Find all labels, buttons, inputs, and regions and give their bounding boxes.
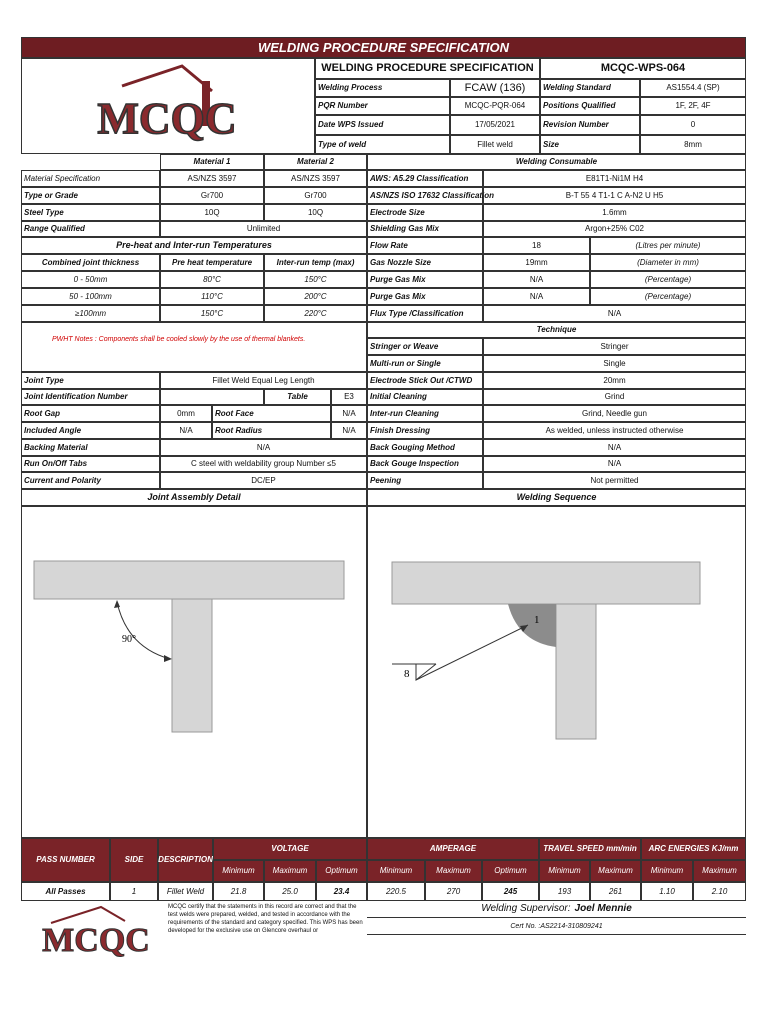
pass-row-tmax: 261 xyxy=(590,882,641,901)
flux-value: N/A xyxy=(483,305,746,322)
preheat-row1-pre: 80°C xyxy=(160,271,264,288)
revision: 0 xyxy=(640,115,746,135)
type-label: Type of weld xyxy=(315,135,450,154)
footer-logo xyxy=(21,901,166,959)
pass-number-header: PASS NUMBER xyxy=(21,838,110,882)
pass-row-emax: 2.10 xyxy=(693,882,746,901)
pass-label: 1 xyxy=(534,614,540,626)
nozzle-unit: (Diameter in mm) xyxy=(590,254,746,271)
sequence-diagram xyxy=(367,506,746,838)
joint-id-label: Joint Identification Number xyxy=(21,389,160,405)
angle-arc xyxy=(117,602,170,659)
preheat-row2-inter: 200°C xyxy=(264,288,367,305)
joint-type: Fillet Weld Equal Leg Length xyxy=(160,372,367,389)
weld-size-label: 8 xyxy=(404,668,410,680)
included-angle: N/A xyxy=(160,422,212,439)
material2-header: Material 2 xyxy=(264,154,367,170)
pass-row-vmax: 25.0 xyxy=(264,882,316,901)
side-header: SIDE xyxy=(110,838,158,882)
back-gouge-inspection-label: Back Gouge Inspection xyxy=(367,456,483,472)
multirun-value: Single xyxy=(483,355,746,372)
purge1-value: N/A xyxy=(483,271,590,288)
page-banner: WELDING PROCEDURE SPECIFICATION xyxy=(21,37,746,58)
flow-value: 18 xyxy=(483,237,590,254)
back-gouging-value: N/A xyxy=(483,439,746,456)
purge1-label: Purge Gas Mix xyxy=(367,271,483,288)
preheat-row2-pre: 110°C xyxy=(160,288,264,305)
revision-label: Revision Number xyxy=(540,115,640,135)
material-spec-label: Material Specification xyxy=(21,170,160,187)
root-gap-label: Root Gap xyxy=(21,405,160,422)
preheat-row3-pre: 150°C xyxy=(160,305,264,322)
grade-1: Gr700 xyxy=(160,187,264,204)
preheat-row3-inter: 220°C xyxy=(264,305,367,322)
preheat-h1: Combined joint thickness xyxy=(21,254,160,271)
gas-value: Argon+25% C02 xyxy=(483,221,746,237)
voltage-max-header: Maximum xyxy=(264,860,316,882)
supervisor-name: Joel Mennie xyxy=(574,903,632,914)
pass-row-emin: 1.10 xyxy=(641,882,693,901)
root-radius-label: Root Radius xyxy=(212,422,331,439)
date-issued: 17/05/2021 xyxy=(450,115,540,135)
supervisor-label: Welding Supervisor: xyxy=(481,903,571,914)
seq-top-plate xyxy=(392,562,700,604)
pqr-number: MCQC-PQR-064 xyxy=(450,97,540,115)
top-plate xyxy=(34,561,344,599)
welding-standard: AS1554.4 (SP) xyxy=(640,79,746,97)
preheat-row3-thickness: ≥100mm xyxy=(21,305,160,322)
material-spec-1: AS/NZS 3597 xyxy=(160,170,264,187)
range-value: Unlimited xyxy=(160,221,367,237)
iso-label: AS/NZS ISO 17632 Classification xyxy=(367,187,483,204)
pass-row-aopt: 245 xyxy=(482,882,539,901)
amp-max-header: Maximum xyxy=(425,860,482,882)
pass-row-side: 1 xyxy=(110,882,158,901)
preheat-h3: Inter-run temp (max) xyxy=(264,254,367,271)
pqr-label: PQR Number xyxy=(315,97,450,115)
root-face-label: Root Face xyxy=(212,405,331,422)
grade-2: Gr700 xyxy=(264,187,367,204)
current-value: DC/EP xyxy=(160,472,367,489)
assembly-diagram xyxy=(21,506,367,838)
angle-label: 90° xyxy=(122,634,136,645)
svg-text:MCQC: MCQC xyxy=(97,94,237,143)
backing-value: N/A xyxy=(160,439,367,456)
initial-cleaning-label: Initial Cleaning xyxy=(367,389,483,405)
amp-min-header: Minimum xyxy=(367,860,425,882)
travel-min-header: Minimum xyxy=(539,860,590,882)
gas-label: Shielding Gas Mix xyxy=(367,221,483,237)
joint-id-blank xyxy=(160,389,264,405)
weld-type: Fillet weld xyxy=(450,135,540,154)
logo-cell xyxy=(21,58,315,154)
aws-label: AWS: A5.29 Classification xyxy=(367,170,483,187)
doc-id: MCQC-WPS-064 xyxy=(540,58,746,79)
pass-row-tmin: 193 xyxy=(539,882,590,901)
preheat-title: Pre-heat and Inter-run Temperatures xyxy=(21,237,367,254)
pwht-note: PWHT Notes : Components shall be cooled slowly by the use of thermal blankets. xyxy=(52,336,306,343)
pass-row-vopt: 23.4 xyxy=(316,882,367,901)
table-label: Table xyxy=(264,389,331,405)
supervisor-line xyxy=(367,901,746,918)
web-plate xyxy=(172,599,212,732)
aws-value: E81T1-Ni1M H4 xyxy=(483,170,746,187)
run-tabs-value: C steel with weldability group Number ≤5 xyxy=(160,456,367,472)
positions: 1F, 2F, 4F xyxy=(640,97,746,115)
purge2-label: Purge Gas Mix xyxy=(367,288,483,305)
root-gap: 0mm xyxy=(160,405,212,422)
mcqc-logo xyxy=(92,61,242,151)
grade-label: Type or Grade xyxy=(21,187,160,204)
steel-type-2: 10Q xyxy=(264,204,367,221)
header-title: WELDING PROCEDURE SPECIFICATION xyxy=(315,58,540,79)
flow-label: Flow Rate xyxy=(367,237,483,254)
finish-dressing-value: As welded, unless instructed otherwise xyxy=(483,422,746,439)
iso-value: B-T 55 4 T1-1 C A-N2 U H5 xyxy=(483,187,746,204)
root-face: N/A xyxy=(331,405,367,422)
included-angle-label: Included Angle xyxy=(21,422,160,439)
positions-label: Positions Qualified xyxy=(540,97,640,115)
electrode-value: 1.6mm xyxy=(483,204,746,221)
pass-row-vmin: 21.8 xyxy=(213,882,264,901)
pass-row-desc: Fillet Weld xyxy=(158,882,213,901)
amp-opt-header: Optimum xyxy=(482,860,539,882)
flux-label: Flux Type /Classification xyxy=(367,305,483,322)
stickout-value: 20mm xyxy=(483,372,746,389)
backing-label: Backing Material xyxy=(21,439,160,456)
nozzle-label: Gas Nozzle Size xyxy=(367,254,483,271)
pass-row-pass: All Passes xyxy=(21,882,110,901)
pass-row-amax: 270 xyxy=(425,882,482,901)
material-spec-2: AS/NZS 3597 xyxy=(264,170,367,187)
date-label: Date WPS Issued xyxy=(315,115,450,135)
stickout-label: Electrode Stick Out /CTWD xyxy=(367,372,483,389)
preheat-row1-thickness: 0 - 50mm xyxy=(21,271,160,288)
table-value: E3 xyxy=(331,389,367,405)
root-radius: N/A xyxy=(331,422,367,439)
welding-standard-label: Welding Standard xyxy=(540,79,640,97)
assembly-title: Joint Assembly Detail xyxy=(21,489,367,506)
arc-max-header: Maximum xyxy=(693,860,746,882)
preheat-row2-thickness: 50 - 100mm xyxy=(21,288,160,305)
run-tabs-label: Run On/Off Tabs xyxy=(21,456,160,472)
travel-max-header: Maximum xyxy=(590,860,641,882)
description-header: DESCRIPTION xyxy=(158,838,213,882)
svg-text:MCQC: MCQC xyxy=(42,922,150,959)
preheat-h2: Pre heat temperature xyxy=(160,254,264,271)
peening-label: Peening xyxy=(367,472,483,489)
purge1-unit: (Percentage) xyxy=(590,271,746,288)
pwht-cell xyxy=(21,322,367,372)
back-gouging-label: Back Gouging Method xyxy=(367,439,483,456)
seq-web-plate xyxy=(556,604,596,739)
current-label: Current and Polarity xyxy=(21,472,160,489)
finish-dressing-label: Finish Dressing xyxy=(367,422,483,439)
electrode-label: Electrode Size xyxy=(367,204,483,221)
consumable-title: Welding Consumable xyxy=(367,154,746,170)
multirun-label: Multi-run or Single xyxy=(367,355,483,372)
flow-unit: (Litres per minute) xyxy=(590,237,746,254)
pass-row-amin: 220.5 xyxy=(367,882,425,901)
nozzle-value: 19mm xyxy=(483,254,590,271)
joint-type-label: Joint Type xyxy=(21,372,160,389)
cert-number: Cert No. :AS2214-310809241 xyxy=(367,918,746,935)
amperage-header: AMPERAGE xyxy=(367,838,539,860)
arc-header: ARC ENERGIES KJ/mm xyxy=(641,838,746,860)
peening-value: Not permitted xyxy=(483,472,746,489)
stringer-label: Stringer or Weave xyxy=(367,338,483,355)
interrun-cleaning-value: Grind, Needle gun xyxy=(483,405,746,422)
stringer-value: Stringer xyxy=(483,338,746,355)
welding-process: FCAW (136) xyxy=(450,79,540,97)
voltage-min-header: Minimum xyxy=(213,860,264,882)
steel-type-1: 10Q xyxy=(160,204,264,221)
steel-type-label: Steel Type xyxy=(21,204,160,221)
travel-header: TRAVEL SPEED mm/min xyxy=(539,838,641,860)
certification-text: MCQC certify that the statements in this record are correct and that the test welds were prepared, welded, and tested in accordance with the requirements of the standard and category specified. This WPS has been developed for the exclusive use on Glencore overhaul or xyxy=(168,904,363,934)
range-label: Range Qualified xyxy=(21,221,160,237)
voltage-opt-header: Optimum xyxy=(316,860,367,882)
arc-min-header: Minimum xyxy=(641,860,693,882)
weld-bead xyxy=(508,604,556,647)
back-gouge-inspection-value: N/A xyxy=(483,456,746,472)
interrun-cleaning-label: Inter-run Cleaning xyxy=(367,405,483,422)
preheat-row1-inter: 150°C xyxy=(264,271,367,288)
purge2-unit: (Percentage) xyxy=(590,288,746,305)
initial-cleaning-value: Grind xyxy=(483,389,746,405)
sequence-title: Welding Sequence xyxy=(367,489,746,506)
voltage-header: VOLTAGE xyxy=(213,838,367,860)
size-label: Size xyxy=(540,135,640,154)
technique-title: Technique xyxy=(367,322,746,338)
size: 8mm xyxy=(640,135,746,154)
material1-header: Material 1 xyxy=(160,154,264,170)
welding-process-label: Welding Process xyxy=(315,79,450,97)
purge2-value: N/A xyxy=(483,288,590,305)
